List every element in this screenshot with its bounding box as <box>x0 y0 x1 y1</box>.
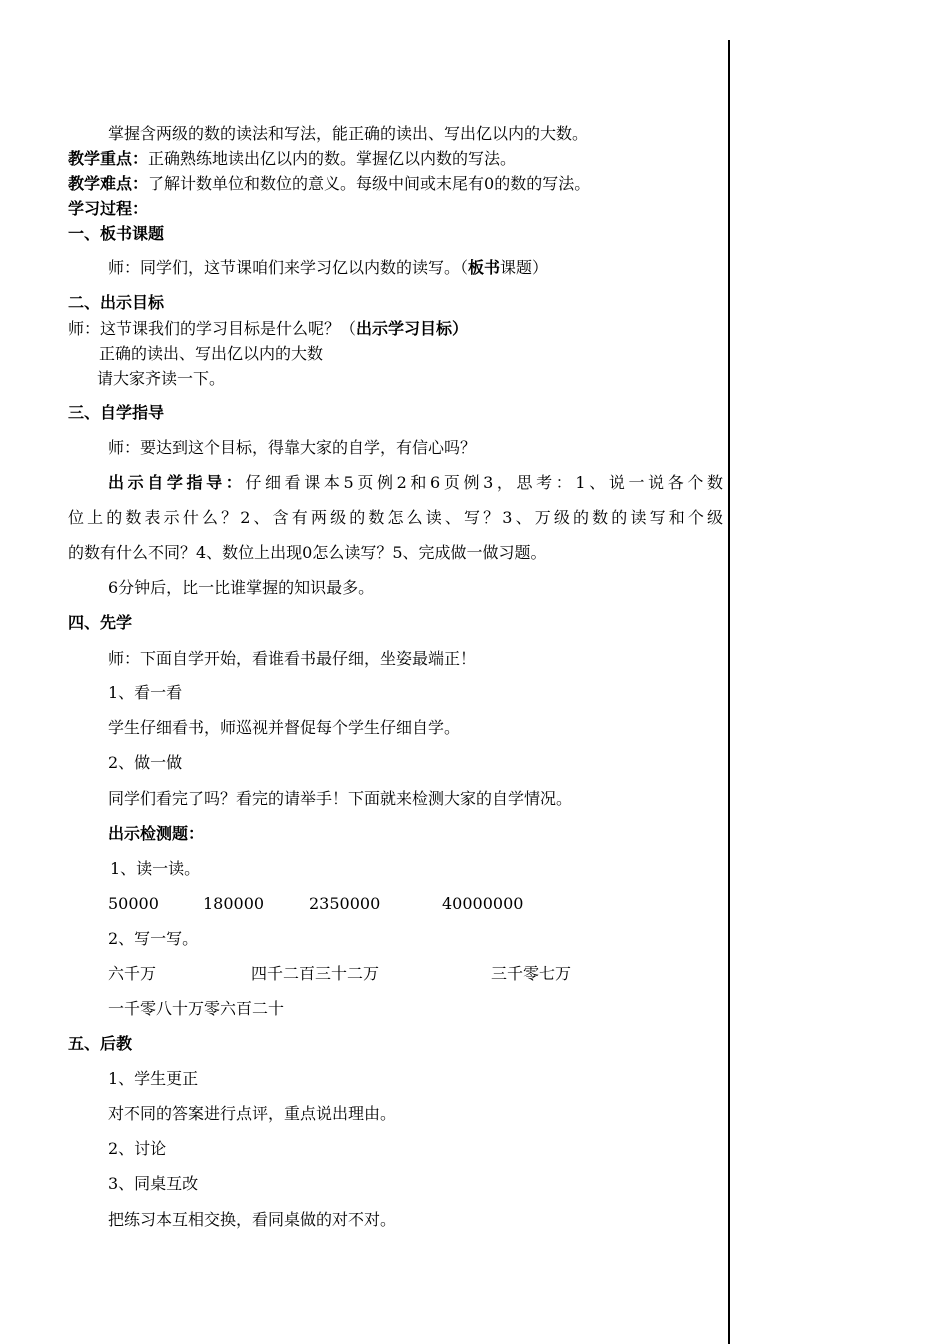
section-3-guide-label: 出示自学指导： <box>108 473 246 492</box>
section-5-item-1-text: 对不同的答案进行点评，重点说出理由。 <box>108 1104 397 1123</box>
section-2-sentence: 师：这节课我们的学习目标是什么呢？（ <box>68 319 357 338</box>
word-item: 三千零七万 <box>491 964 572 983</box>
number-item: 2350000 <box>309 894 381 913</box>
number-item: 180000 <box>203 894 265 913</box>
section-3-guide-line-2: 位上的数表示什么？2、含有两级的数怎么读、写？3、万级的数的读写和个级 <box>68 508 723 527</box>
section-4-heading: 四、先学 <box>68 613 133 632</box>
difficulty-label: 教学难点： <box>68 174 149 193</box>
section-4-item-2: 2、做一做 <box>108 753 183 772</box>
section-4-write-title: 2、写一写。 <box>108 929 199 948</box>
difficulty-text: 了解计数单位和数位的意义。每级中间或末尾有0的数的写法。 <box>148 174 591 193</box>
section-1-bold: 板书 <box>468 258 501 277</box>
section-3-guide-text-1: 仔细看课本5页例2和6页例3，思考：1、说一说各个数 <box>245 473 723 492</box>
number-item: 40000000 <box>442 894 524 913</box>
section-3-guide-line-3: 的数有什么不同？4、数位上出现0怎么读写？5、完成做一做习题。 <box>68 543 547 562</box>
section-5-heading: 五、后教 <box>68 1034 133 1053</box>
process-label: 学习过程： <box>68 199 149 218</box>
word-item: 六千万 <box>108 964 157 983</box>
key-point-label: 教学重点： <box>68 149 149 168</box>
key-point-text: 正确熟练地读出亿以内的数。掌握亿以内数的写法。 <box>148 149 517 168</box>
section-2-read: 请大家齐读一下。 <box>97 369 226 388</box>
section-3-text: 师：要达到这个目标，得靠大家的自学，有信心吗？ <box>108 438 477 457</box>
section-2-goal: 正确的读出、写出亿以内的大数 <box>99 344 324 363</box>
section-3-guide-line-1 <box>108 472 723 494</box>
key-point-row <box>68 148 516 170</box>
section-1-text <box>108 257 548 279</box>
words-row <box>0 963 728 985</box>
numbers-row <box>0 893 728 915</box>
section-2-bold: 出示学习目标） <box>356 319 469 338</box>
word-item-last: 一千零八十万零六百二十 <box>108 999 285 1018</box>
section-5-item-2: 2、讨论 <box>108 1139 167 1158</box>
section-4-test-label: 出示检测题： <box>108 824 205 843</box>
section-5-item-3-text: 把练习本互相交换，看同桌做的对不对。 <box>108 1210 397 1229</box>
difficulty-row <box>68 173 590 195</box>
section-1-sentence: 师：同学们，这节课咱们来学习亿以内数的读写。（ <box>108 258 469 277</box>
section-4-text: 师：下面自学开始，看谁看书最仔细，坐姿最端正！ <box>108 649 477 668</box>
page-border-line <box>728 40 730 1344</box>
section-3-heading: 三、自学指导 <box>68 403 165 422</box>
section-4-read-title: 1、读一读。 <box>110 859 201 878</box>
section-2-heading: 二、出示目标 <box>68 293 165 312</box>
section-2-text <box>68 318 468 340</box>
section-4-item-1: 1、看一看 <box>108 683 183 702</box>
section-4-item-2-text: 同学们看完了吗？看完的请举手！下面就来检测大家的自学情况。 <box>108 789 573 808</box>
word-item: 四千二百三十二万 <box>251 964 380 983</box>
section-4-item-1-text: 学生仔细看书，师巡视并督促每个学生仔细自学。 <box>108 718 461 737</box>
section-1-tail: 课题） <box>500 258 549 277</box>
section-5-item-1: 1、学生更正 <box>108 1069 199 1088</box>
goal-line: 掌握含两级的数的读法和写法，能正确的读出、写出亿以内的大数。 <box>108 124 589 143</box>
section-1-heading: 一、板书课题 <box>68 224 165 243</box>
section-3-time: 6分钟后，比一比谁掌握的知识最多。 <box>108 578 375 597</box>
section-5-item-3: 3、同桌互改 <box>108 1174 199 1193</box>
number-item: 50000 <box>108 894 159 913</box>
